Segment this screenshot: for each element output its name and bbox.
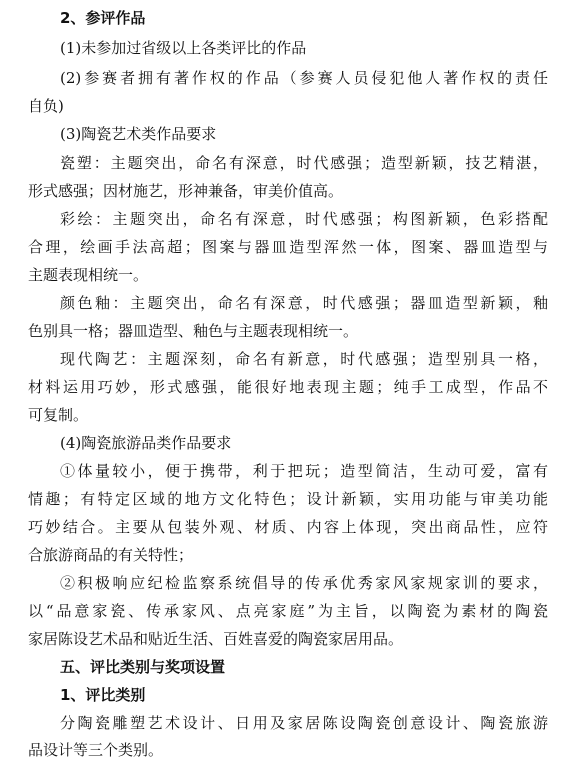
paragraph-line: ①体量较小，便于携带，利于把玩；造型简洁，生动可爱，富有 bbox=[60, 462, 548, 480]
paragraph-line: 合理，绘画手法高超；图案与器皿造型浑然一体，图案、器皿造型与 bbox=[28, 238, 548, 256]
paragraph-line: 家居陈设艺术品和贴近生活、百姓喜爱的陶瓷家居用品。 bbox=[28, 630, 404, 648]
paragraph-line: 品设计等三个类别。 bbox=[28, 741, 164, 759]
paragraph-line: ②积极响应纪检监察系统倡导的传承优秀家风家规家训的要求， bbox=[60, 574, 548, 592]
paragraph-line: 现代陶艺：主题深刻，命名有新意，时代感强；造型别具一格， bbox=[60, 350, 548, 368]
paragraph-line: 形式感强；因材施艺，形神兼备，审美价值高。 bbox=[28, 182, 344, 200]
paragraph-line: 情趣；有特定区域的地方文化特色；设计新颖，实用功能与审美功能 bbox=[28, 490, 548, 508]
paragraph-line: 自负) bbox=[28, 97, 64, 115]
section-heading: 2、参评作品 bbox=[60, 9, 146, 27]
subsection-heading: (4)陶瓷旅游品类作品要求 bbox=[60, 434, 232, 452]
subsection-heading: (3)陶瓷艺术类作品要求 bbox=[60, 125, 217, 143]
paragraph-line: 分陶瓷雕塑艺术设计、日用及家居陈设陶瓷创意设计、陶瓷旅游 bbox=[60, 714, 548, 732]
paragraph-line: 可复制。 bbox=[28, 406, 89, 424]
section-heading: 1、评比类别 bbox=[60, 686, 146, 704]
list-item: (1)未参加过省级以上各类评比的作品 bbox=[60, 39, 307, 57]
paragraph-line: 彩绘：主题突出，命名有深意，时代感强；构图新颖，色彩搭配 bbox=[60, 210, 548, 228]
paragraph-line: 瓷塑：主题突出，命名有深意，时代感强；造型新颖，技艺精湛， bbox=[60, 154, 548, 172]
paragraph-line: 主题表现相统一。 bbox=[28, 266, 149, 284]
paragraph-line: 以“品意家瓷、传承家风、点亮家庭”为主旨，以陶瓷为素材的陶瓷 bbox=[28, 602, 548, 620]
paragraph-line: 巧妙结合。主要从包装外观、材质、内容上体现，突出商品性，应符 bbox=[28, 518, 548, 536]
paragraph-line: 颜色釉：主题突出，命名有深意，时代感强；器皿造型新颖，釉 bbox=[60, 294, 548, 312]
section-heading: 五、评比类别与奖项设置 bbox=[60, 658, 226, 676]
paragraph-line: 合旅游商品的有关特性； bbox=[28, 546, 194, 564]
paragraph-line: 材料运用巧妙，形式感强，能很好地表现主题；纯手工成型，作品不 bbox=[28, 378, 548, 396]
paragraph-line: 色别具一格；器皿造型、釉色与主题表现相统一。 bbox=[28, 322, 359, 340]
list-item: (2)参赛者拥有著作权的作品（参赛人员侵犯他人著作权的责任 bbox=[60, 69, 548, 87]
